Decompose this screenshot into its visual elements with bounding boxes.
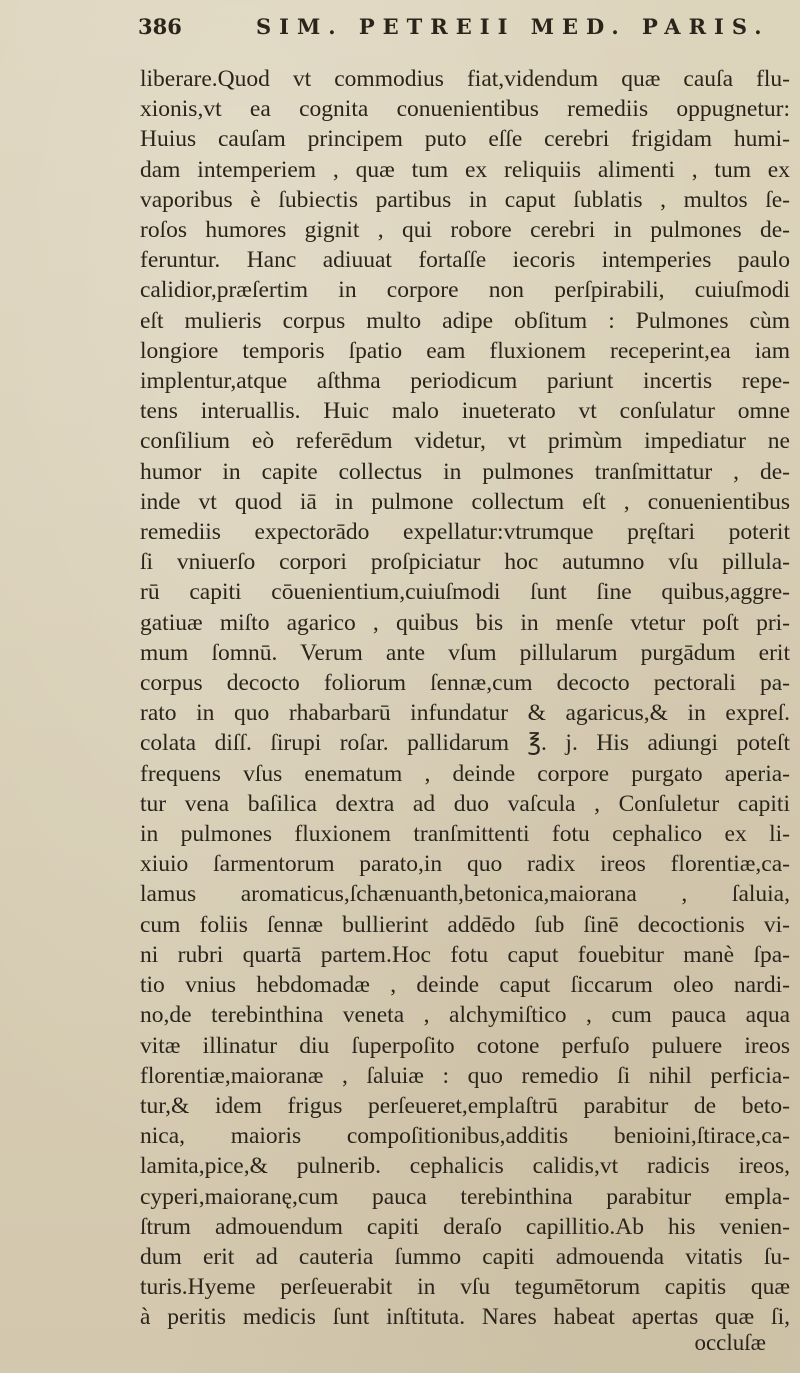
- text-line: Huius cauſam principem puto eſſe cerebri frigidam humi-: [140, 126, 790, 153]
- text-line: dum erit ad cauteria ſummo capiti admouenda vitatis ſu-: [140, 1243, 790, 1270]
- text-line: liberare.Quod vt commodius fiat,videndum quæ cauſa flu-: [140, 66, 790, 92]
- text-line: eſt mulieris corpus multo adipe obſitum : Pulmones cùm: [140, 307, 790, 334]
- text-line: humor in capite collectus in pulmones tranſmittatur , de-: [140, 458, 790, 485]
- text-line: xionis,vt ea cognita conuenientibus remediis oppugnetur:: [140, 96, 790, 123]
- text-line: tio vnius hebdomadæ , deinde caput ſiccarum oleo nardi-: [140, 972, 790, 999]
- text-line: turis.Hyeme perſeuerabit in vſu tegumētorum capitis quæ: [140, 1274, 790, 1301]
- text-line: tens interuallis. Huic malo inueterato vt conſulatur omne: [140, 398, 790, 425]
- text-line: remediis expectorādo expellatur:vtrumque pręſtari poterit: [140, 519, 790, 546]
- text-line: xiuio ſarmentorum parato,in quo radix ireos florentiæ,ca-: [140, 851, 790, 878]
- text-line: rū capiti cōuenientium,cuiuſmodi ſunt ſine quibus,aggre-: [140, 579, 790, 606]
- catchword: occluſæ: [694, 1330, 766, 1355]
- text-line: lamus aromaticus,ſchænuanth,betonica,maiorana , ſaluia,: [140, 881, 790, 908]
- text-line: lamita,pice,& pulnerib. cephalicis calidis,vt radicis ireos,: [140, 1153, 790, 1180]
- text-line: dam intemperiem , quæ tum ex reliquiis alimenti , tum ex: [140, 156, 790, 183]
- text-line: vitæ illinatur diu ſuperpoſito cotone perfuſo puluere ireos: [140, 1032, 790, 1059]
- text-line: implentur,atque aſthma periodicum pariunt incertis repe-: [140, 368, 790, 395]
- page-number: 386: [138, 14, 182, 39]
- running-head: [138, 14, 788, 54]
- text-line: nica, maioris compoſitionibus,additis benioini,ſtirace,ca-: [140, 1123, 790, 1150]
- text-line: ni rubri quartā partem.Hoc fotu caput fouebitur manè ſpa-: [140, 941, 790, 968]
- running-title: SIM. PETREII MED. PARIS.: [256, 14, 770, 39]
- text-line: conſilium eò referēdum videtur, vt primùm impediatur ne: [140, 428, 790, 455]
- text-line: corpus decocto foliorum ſennæ,cum decocto pectorali pa-: [140, 670, 790, 697]
- text-line: feruntur. Hanc adiuuat fortaſſe iecoris intemperies paulo: [140, 247, 790, 274]
- text-line: vaporibus è ſubiectis partibus in caput ſublatis , multos ſe-: [140, 186, 790, 213]
- text-line: cum foliis ſennæ bullierint addēdo ſub ſinē decoctionis vi-: [140, 911, 790, 938]
- text-line: rato in quo rhabarbarū infundatur & agaricus,& in expreſ.: [140, 700, 790, 727]
- text-line: florentiæ,maioranæ , ſaluiæ : quo remedio ſi nihil perficia-: [140, 1062, 790, 1089]
- text-line: ſi vniuerſo corpori proſpiciatur hoc autumno vſu pillula-: [140, 549, 790, 576]
- text-line: gatiuæ miſto agarico , quibus bis in menſe vtetur poſt pri-: [140, 609, 790, 636]
- text-line: frequens vſus enematum , deinde corpore purgato aperia-: [140, 760, 790, 787]
- text-line: calidior,præſertim in corpore non perſpirabili, cuiuſmodi: [140, 277, 790, 304]
- text-line: ſtrum admouendum capiti deraſo capillitio.Ab his venien-: [140, 1213, 790, 1240]
- text-line: cyperi,maioranę,cum pauca terebinthina parabitur empla-: [140, 1183, 790, 1210]
- text-line: colata diſſ. ſirupi roſar. pallidarum ℥. j. His adiungi poteſt: [140, 730, 790, 757]
- body-text: [140, 64, 790, 1333]
- text-line: inde vt quod iā in pulmone collectum eſt , conuenientibus: [140, 488, 790, 515]
- text-line: mum ſomnū. Verum ante vſum pillularum purgādum erit: [140, 639, 790, 666]
- text-line: longiore temporis ſpatio eam fluxionem receperint,ea iam: [140, 337, 790, 364]
- text-line: à peritis medicis ſunt inſtituta. Nares habeat apertas quæ ſi,: [140, 1304, 790, 1331]
- text-line: no,de terebinthina veneta , alchymiſtico , cum pauca aqua: [140, 1002, 790, 1029]
- text-line: roſos humores gignit , qui robore cerebri in pulmones de-: [140, 217, 790, 244]
- text-line: tur vena baſilica dextra ad duo vaſcula , Conſuletur capiti: [140, 790, 790, 817]
- text-line: tur,& idem frigus perſeueret,emplaſtrū parabitur de beto-: [140, 1092, 790, 1119]
- text-line: in pulmones fluxionem tranſmittenti fotu cephalico ex li-: [140, 821, 790, 848]
